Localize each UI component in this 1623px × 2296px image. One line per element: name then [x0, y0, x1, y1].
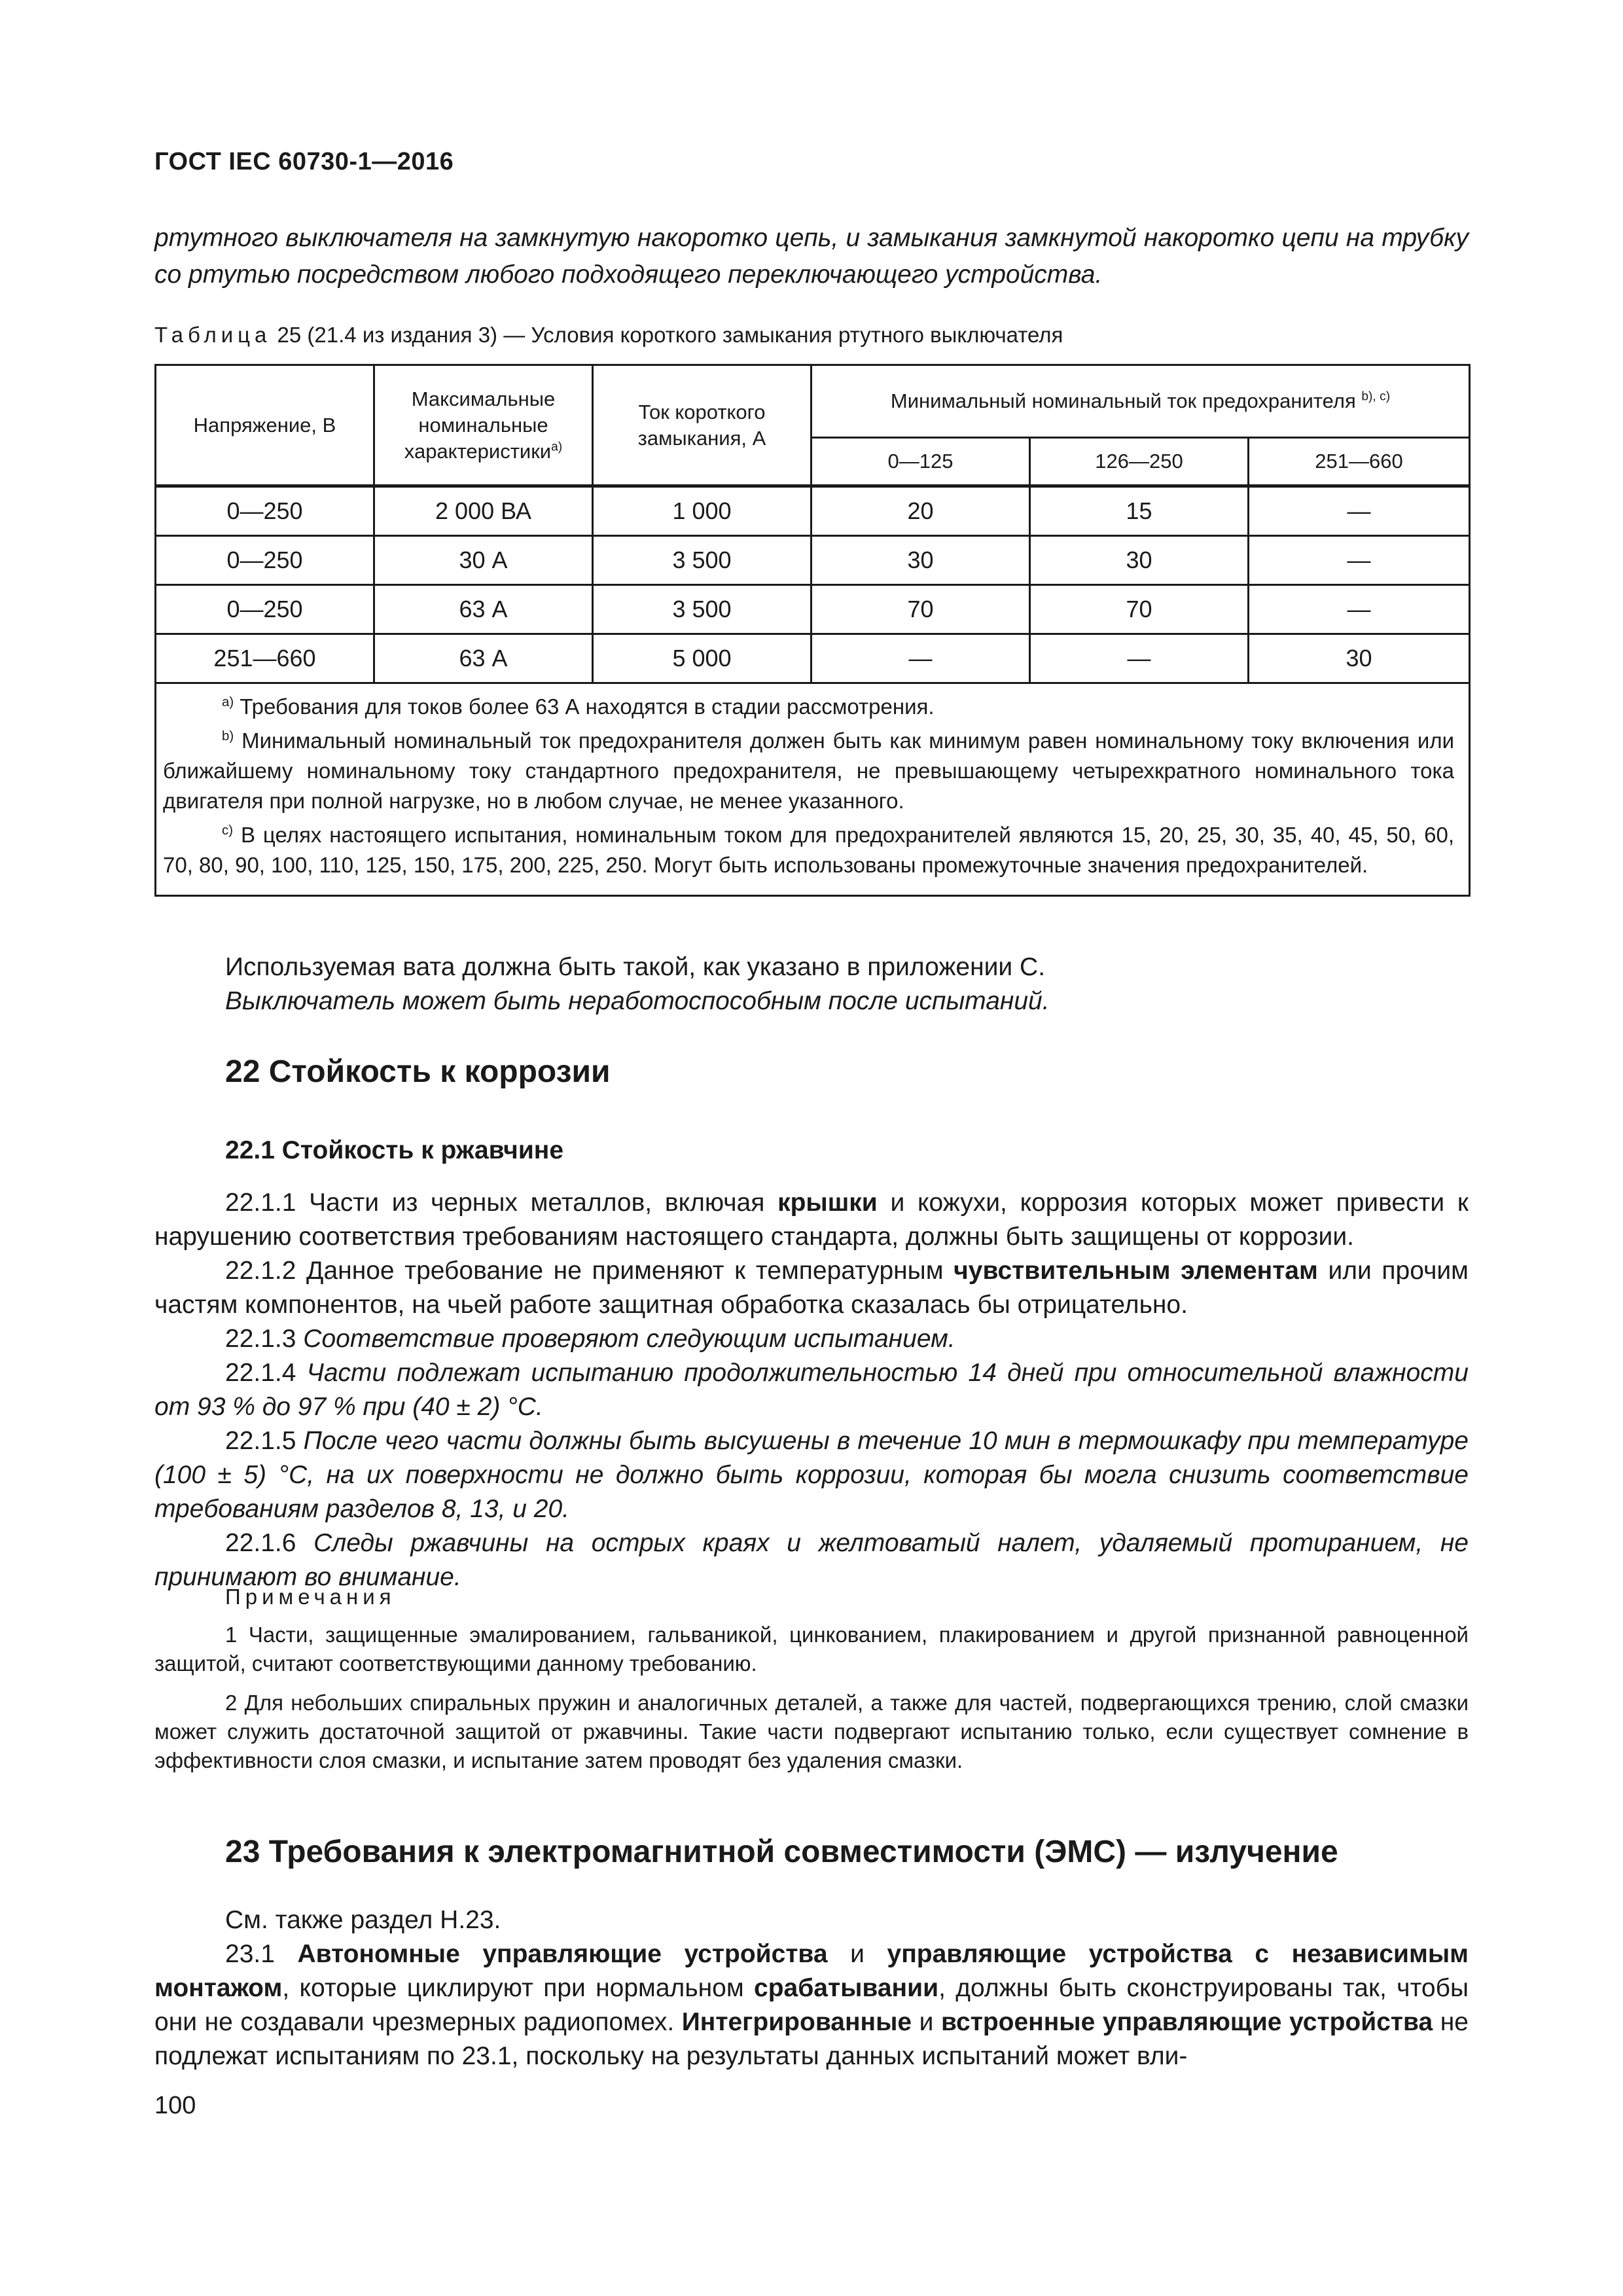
clause-term: Автономные управляющие устройства — [297, 1940, 828, 1968]
footnote-text: Требования для токов более 63 А находятся в стадии рассмотрения. — [234, 694, 935, 719]
clause-22-1-4 — [154, 1356, 1469, 1424]
section-22-notes — [154, 1583, 1469, 1785]
table-cell: — — [1030, 634, 1249, 683]
clause-text: Следы ржавчины на острых краях и желтоватый налет, удаляемый протиранием, не принимают во внимание. — [154, 1529, 1469, 1591]
table-cell: — — [1249, 536, 1470, 585]
see-also-line: См. также раздел Н.23. — [225, 1906, 501, 1934]
table-cell: 63 А — [374, 634, 593, 683]
clause-22-1-2 — [154, 1254, 1469, 1322]
table-cell: 63 А — [374, 585, 593, 634]
footnote-text: В целях настоящего испытания, номинальным током для предохранителей являются 15, 20, 25, 30, 35, 40, 45, 50, 60, 70, 80, 90, 100, 110, 125, 150, 175, 200, 225, 250. Могут быть использованы промежуточные значения предохранителей. — [163, 823, 1455, 877]
clause-term: крышки — [777, 1189, 878, 1217]
clause-number: 22.1.4 — [225, 1359, 307, 1387]
clause-text: и — [827, 1940, 887, 1968]
clause-number: 22.1.5 — [225, 1427, 304, 1455]
header-max-rating-label: Максимальные номинальные характеристики — [404, 387, 556, 463]
table-cell: 2 000 ВА — [374, 486, 593, 536]
clause-term: Интегрированные — [681, 2008, 912, 2036]
clause-text: или прочим частям компонентов, на чьей работе защитная обработка сказалась бы отрицательно. — [154, 1257, 1469, 1319]
table-cell: 0—250 — [156, 585, 374, 634]
table-row — [156, 536, 1470, 585]
table-footnotes-row — [156, 683, 1470, 896]
footnote-mark: b) — [222, 728, 234, 744]
table-row — [156, 634, 1470, 683]
table-cell: 15 — [1030, 486, 1249, 536]
table-cell: 251—660 — [156, 634, 374, 683]
header-min-fuse-footnote: b), c) — [1361, 389, 1391, 404]
header-min-fuse — [812, 365, 1470, 438]
clause-23-1 — [154, 1937, 1469, 2073]
header-sub-126-250: 126—250 — [1030, 438, 1249, 486]
clause-number: 22.1.3 — [225, 1325, 304, 1353]
table-cell: 70 — [1030, 585, 1249, 634]
table-footnote-a — [163, 692, 1454, 722]
note-2: 2 Для небольших спиральных пружин и аналогичных деталей, а также для частей, подвергающихся трению, слой смазки может служить достаточной защитой от ржавчины. Такие части подвергают испытанию только, если существует сомнение в эффективности слоя смазки, и испытание затем проводят без удаления смазки. — [154, 1691, 1469, 1772]
table-cell: 30 — [1030, 536, 1249, 585]
table-cell: 30 — [812, 536, 1030, 585]
clause-term: управляющие устройства с независимым монтажом — [154, 1940, 1469, 2002]
table-caption-text: 25 (21.4 из издания 3) — Условия короткого замыкания ртутного выключателя — [271, 323, 1063, 347]
table-cell: 1 000 — [593, 486, 812, 536]
clause-22-1-3 — [154, 1322, 1469, 1356]
clause-text: 23.1 — [225, 1940, 298, 1968]
table-footnote-c — [163, 820, 1454, 880]
section-22-heading: 22 Стойкость к коррозии — [225, 1054, 611, 1089]
header-sub-0-125: 0—125 — [812, 438, 1030, 486]
clause-term: встроенные управляющие устройства — [941, 2008, 1433, 2036]
table-footnote-b — [163, 726, 1454, 816]
table-cell: — — [1249, 486, 1470, 536]
table-caption-word: Таблица — [154, 323, 272, 347]
clause-text: , должны быть сконструированы так, чтобы они не создавали чрезмерных радиопомех. — [154, 1974, 1469, 2036]
footnote-mark: a) — [222, 694, 234, 709]
table-cell: 0—250 — [156, 486, 374, 536]
table-cell: 0—250 — [156, 536, 374, 585]
cotton-wool-line: Используемая вата должна быть такой, как указано в приложении С. — [225, 953, 1046, 981]
continuation-paragraph: ртутного выключателя на замкнутую накоротко цепь, и замыкания замкнутой накоротко цепи на трубку со ртутью посредством любого подходящего переключающего устройства. — [154, 224, 1469, 289]
section-22-body — [154, 1186, 1469, 1594]
table-cell: 3 500 — [593, 536, 812, 585]
clause-term: срабатывании — [754, 1974, 939, 2002]
header-min-fuse-label: Минимальный номинальный ток предохранителя — [890, 389, 1356, 412]
header-voltage: Напряжение, В — [156, 365, 374, 486]
clause-text: не подлежат испытаниям по 23.1, поскольку на результаты данных испытаний может вли- — [154, 2008, 1469, 2070]
short-circuit-table — [154, 364, 1471, 897]
clause-text: После чего части должны быть высушены в течение 10 мин в термошкафу при температуре (100 ± 5) °С, на их поверхности не должно быть коррозии, которая бы могла снизить соответствие требованиям разделов 8, 13, и 20. — [154, 1427, 1469, 1523]
table-cell: 70 — [812, 585, 1030, 634]
table-cell: 5 000 — [593, 634, 812, 683]
clause-number: 22.1.6 — [225, 1529, 314, 1557]
table-cell: 30 А — [374, 536, 593, 585]
clause-text: , которые циклируют при нормальном — [282, 1974, 755, 2002]
subsection-22-1-heading: 22.1 Стойкость к ржавчине — [225, 1136, 564, 1164]
clause-text: и — [912, 2008, 942, 2036]
table-row — [156, 585, 1470, 634]
table-cell: 30 — [1249, 634, 1470, 683]
clause-text: Части подлежат испытанию продолжительностью 14 дней при относительной влажности от 93 % до 97 % при (40 ± 2) °С. — [154, 1359, 1469, 1421]
note-1: 1 Части, защищенные эмалированием, гальваникой, цинкованием, плакированием и другой признанной равноценной защитой, считают соответствующими данному требованию. — [154, 1623, 1469, 1676]
clause-text: Соответствие проверяют следующим испытанием. — [303, 1325, 955, 1353]
table-cell: 20 — [812, 486, 1030, 536]
table-footnotes — [156, 683, 1470, 896]
table-cell: — — [812, 634, 1030, 683]
table-cell: — — [1249, 585, 1470, 634]
standard-header: ГОСТ IEC 60730-1—2016 — [154, 148, 454, 175]
clause-text: и кожухи, коррозия которых может привести к нарушению соответствия требованиям настоящего стандарта, должны быть защищены от коррозии. — [154, 1189, 1469, 1251]
clause-text: 22.1.1 Части из черных металлов, включая — [225, 1189, 778, 1217]
clause-22-1-5 — [154, 1424, 1469, 1526]
clause-term: чувствительным элементам — [954, 1257, 1318, 1285]
table-row — [156, 486, 1470, 536]
section-23-heading: 23 Требования к электромагнитной совместимости (ЭМС) — излучение — [225, 1835, 1338, 1869]
inoperable-line: Выключатель может быть неработоспособным после испытаний. — [225, 987, 1050, 1015]
clause-22-1-1 — [154, 1186, 1469, 1254]
footnote-mark: c) — [222, 823, 234, 838]
header-max-rating — [374, 365, 593, 486]
table-cell: 3 500 — [593, 585, 812, 634]
section-23-body — [154, 1903, 1469, 2073]
notes-title: Примечания — [225, 1585, 396, 1609]
page-number: 100 — [154, 2092, 196, 2119]
clause-text: 22.1.2 Данное требование не применяют к температурным — [225, 1257, 954, 1285]
header-max-rating-footnote: a) — [551, 440, 563, 454]
after-table-text — [154, 950, 1469, 1018]
header-sub-251-660: 251—660 — [1249, 438, 1470, 486]
table-caption — [154, 321, 1469, 350]
header-sc-current: Ток короткого замыкания, А — [593, 365, 812, 486]
footnote-text: Минимальный номинальный ток предохранителя должен быть как минимум равен номинальному току включения или ближайшему номинальному току стандартного предохранителя, не превышающему четырехкратного номинального тока двигателя при полной нагрузке, но в любом случае, не менее указанного. — [163, 728, 1455, 813]
